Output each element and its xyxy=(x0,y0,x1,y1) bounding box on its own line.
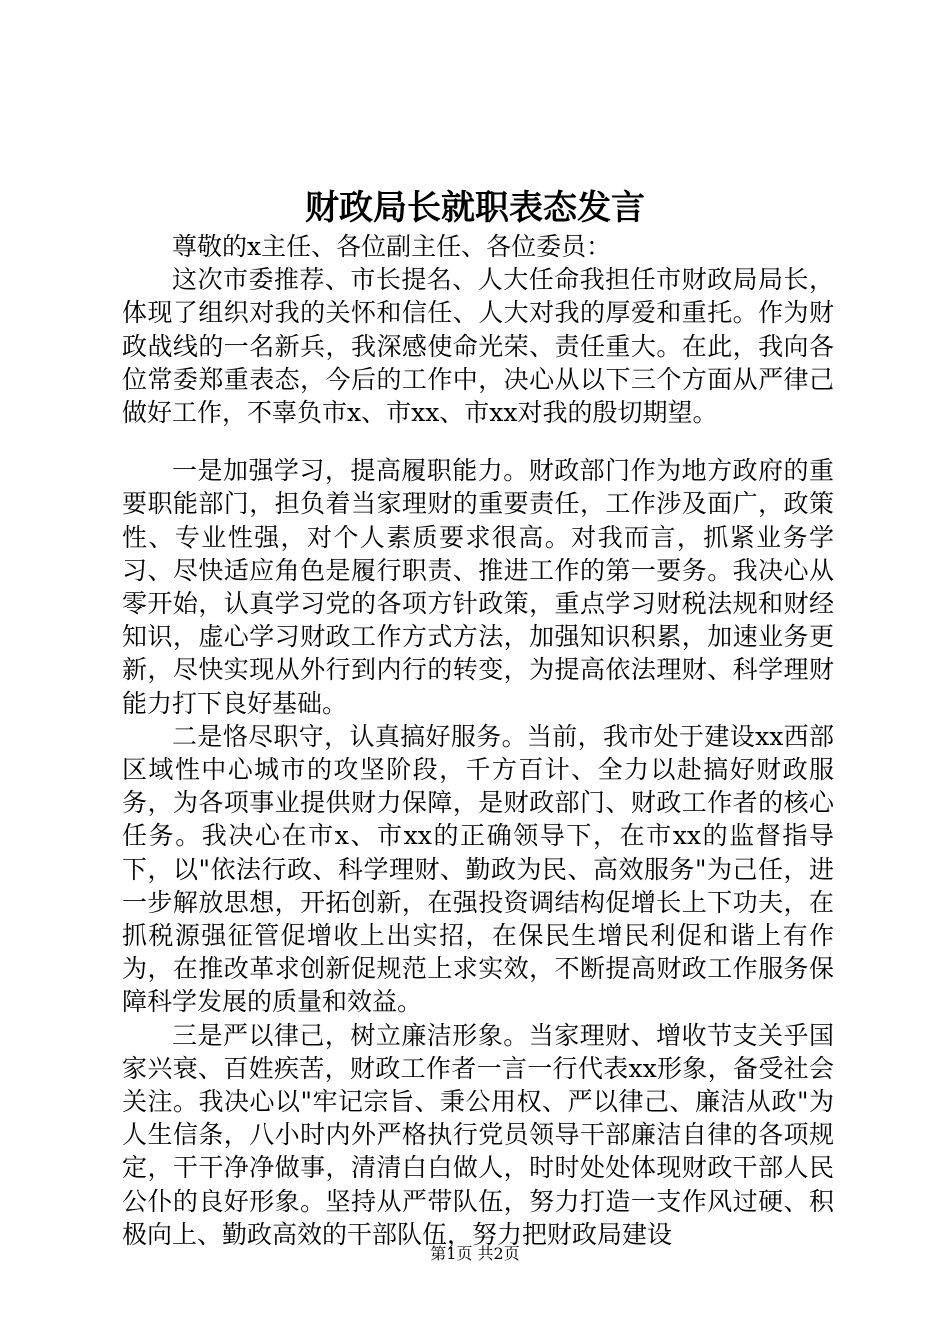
page-footer: 第1页 共2页 xyxy=(430,1244,520,1263)
document-body xyxy=(122,230,834,1251)
paragraph-point-one: 一是加强学习，提高履职能力。财政部门作为地方政府的重要职能部门，担负着当家理财的重要责任，工作涉及面广，政策性、专业性强，对个人素质要求很高。对我而言，抓紧业务学习、尽快适应角色是履行职责、推进工作的第一要务。我决心从零开始，认真学习党的各项方针政策，重点学习财税法规和财经知识，虚心学习财政工作方式方法，加强知识积累，加速业务更新，尽快实现从外行到内行的转变，为提高依法理财、科学理财能力打下良好基础。 xyxy=(122,456,834,718)
salutation: 尊敬的x主任、各位副主任、各位委员： xyxy=(172,232,612,261)
paragraph-point-two: 二是恪尽职守，认真搞好服务。当前，我市处于建设xx西部区域性中心城市的攻坚阶段，千方百计、全力以赴搞好财政服务，为各项事业提供财力保障，是财政部门、财政工作者的核心任务。我决心在市x、市xx的正确领导下，在市xx的监督指导下，以"依法行政、科学理财、勤政为民、高效服务"为己任，进一步解放思想，开拓创新，在强投资调结构促增长上下功夫，在抓税源强征管促增收上出实招，在保民生增民利促和谐上有作为，在推改革求创新促规范上求实效，不断提高财政工作服务保障科学发展的质量和效益。 xyxy=(122,721,834,1017)
paragraph-gap xyxy=(122,429,834,454)
paragraph-point-three: 三是严以律己，树立廉洁形象。当家理财、增收节支关乎国家兴衰、百姓疾苦，财政工作者一言一行代表xx形象，备受社会关注。我决心以"牢记宗旨、秉公用权、严以律己、廉洁从政"为人生信条，八小时内外严格执行党员领导干部廉洁自律的各项规定，干干净净做事，清清白白做人，时时处处体现财政干部人民公仆的良好形象。坚持从严带队伍，努力打造一支作风过硬、积极向上、勤政高效的干部队伍，努力把财政局建设 xyxy=(122,1020,834,1249)
paragraph-intro: 这次市委推荐、市长提名、人大任命我担任市财政局局长，体现了组织对我的关怀和信任、人大对我的厚爱和重托。作为财政战线的一名新兵，我深感使命光荣、责任重大。在此，我向各位常委郑重表态，今后的工作中，决心从以下三个方面从严律己做好工作，不辜负市x、市xx、市xx对我的殷切期望。 xyxy=(122,265,834,428)
document-title: 财政局长就职表态发言 xyxy=(305,188,645,228)
